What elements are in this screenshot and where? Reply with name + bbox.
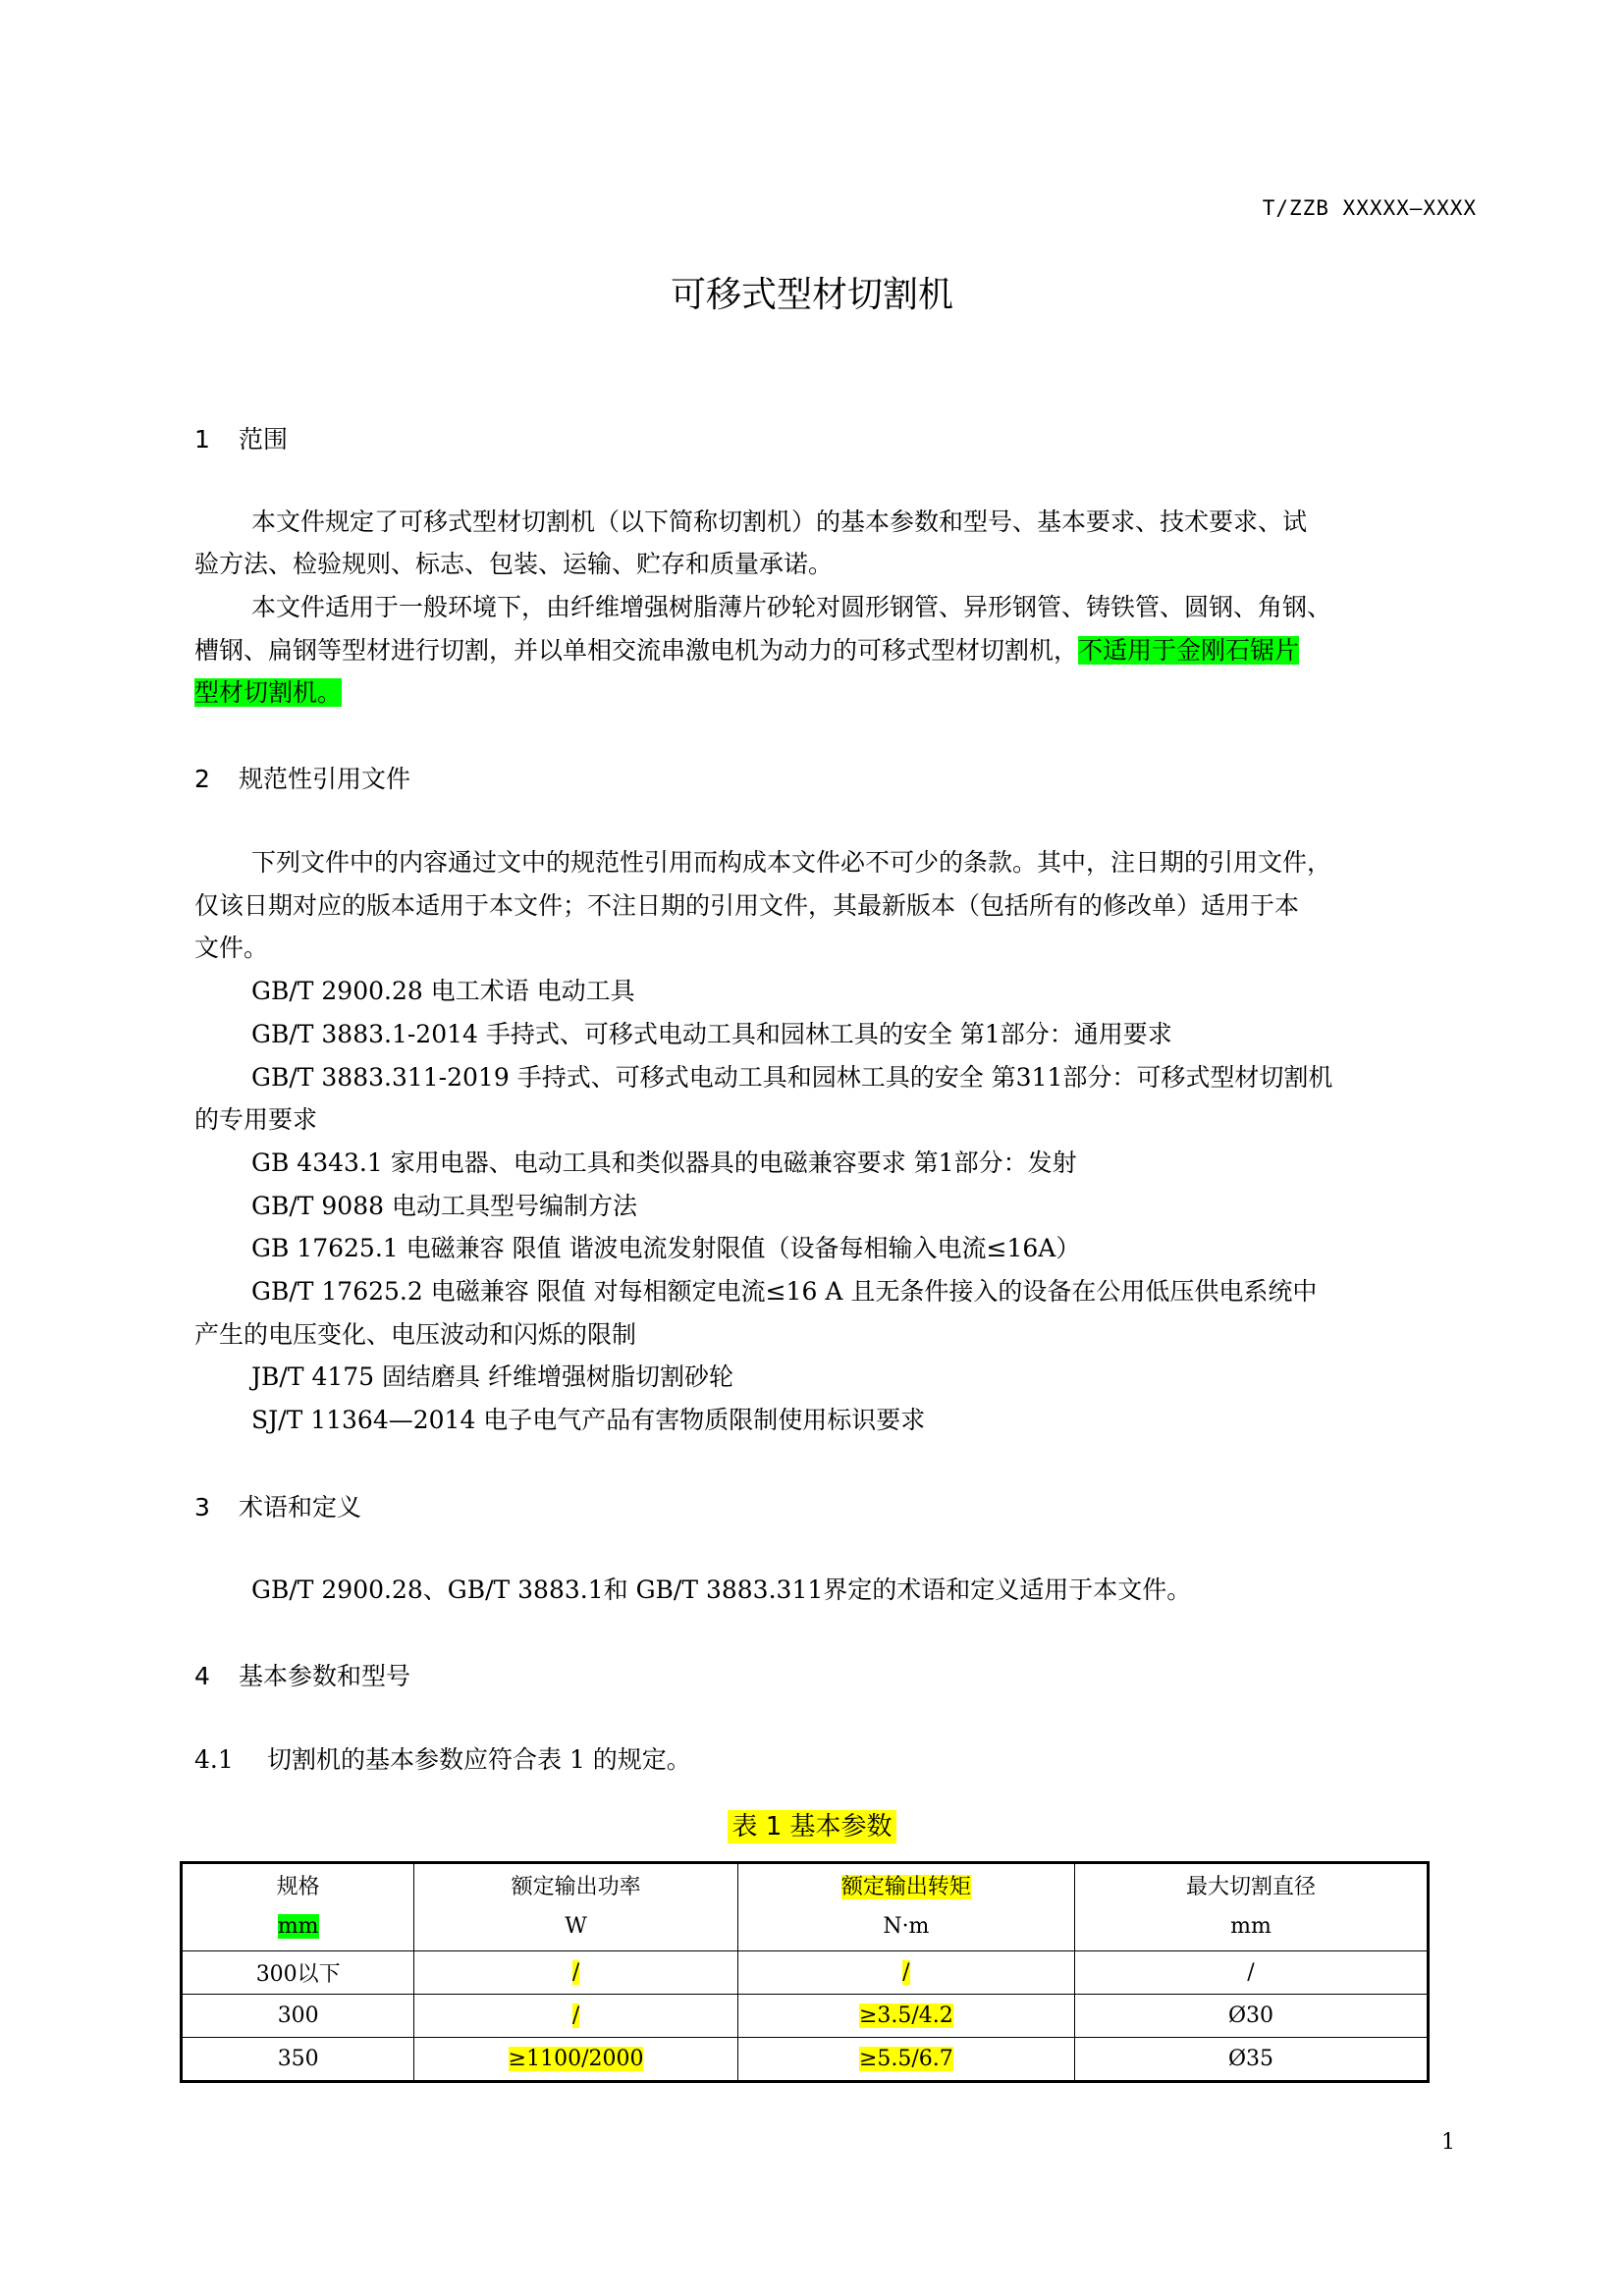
section-number: 4	[194, 1662, 210, 1690]
table-cell	[414, 1995, 737, 2038]
normative-intro-line-1: 下列文件中的内容通过文中的规范性引用而构成本文件必不可少的条款。其中，注日期的引用文件，	[251, 848, 1332, 877]
table-cell-value: ≥1100/2000	[508, 2047, 644, 2071]
header-name: 规格	[276, 1875, 320, 1899]
table-cell: 300以下	[182, 1951, 414, 1995]
header-name: 额定输出转矩	[840, 1875, 971, 1899]
reference-item-continued: 产生的电压变化、电压波动和闪烁的限制	[194, 1320, 637, 1349]
table-cell: /	[1074, 1951, 1428, 1995]
scope-paragraph-2-line-1: 本文件适用于一般环境下，由纤维增强树脂薄片砂轮对圆形钢管、异形钢管、铸铁管、圆钢、角钢、	[251, 593, 1332, 621]
reference-item: JB/T 4175 固结磨具 纤维增强树脂切割砂轮	[251, 1362, 733, 1391]
table-cell	[737, 1995, 1074, 2038]
header-cell-spec	[182, 1863, 414, 1951]
scope-plain-text: 槽钢、扁钢等型材进行切割，并以单相交流串激电机为动力的可移式型材切割机，	[194, 636, 1079, 665]
document-title: 可移式型材切割机	[670, 275, 953, 315]
table-header-row	[182, 1863, 1429, 1951]
table-cell-value: ≥5.5/6.7	[858, 2047, 953, 2071]
table-cell: 350	[182, 2038, 414, 2082]
standard-number: T/ZZB XXXXX—XXXX	[1262, 196, 1477, 220]
reference-item: GB/T 3883.1-2014 手持式、可移式电动工具和园林工具的安全 第1部分：通用要求	[251, 1020, 1172, 1048]
header-cell-torque	[737, 1863, 1074, 1951]
section-2-heading	[194, 760, 410, 795]
basic-parameters-table	[180, 1861, 1430, 2083]
table-caption	[0, 1806, 1624, 1842]
clause-4-1	[194, 1740, 691, 1776]
section-1-heading	[194, 420, 288, 455]
reference-item: GB/T 9088 电动工具型号编制方法	[251, 1192, 637, 1220]
header-unit: mm	[1230, 1914, 1272, 1939]
section-title: 范围	[239, 425, 289, 454]
scope-highlighted-text: 不适用于金刚石锯片	[1078, 636, 1300, 665]
header-unit: W	[565, 1914, 587, 1939]
scope-paragraph-1-line-2: 验方法、检验规则、标志、包装、运输、贮存和质量承诺。	[194, 550, 834, 578]
reference-item: GB/T 2900.28 电工术语 电动工具	[251, 977, 635, 1005]
table-cell-value: /	[571, 2003, 580, 2028]
table-cell	[737, 1951, 1074, 1995]
section-number: 3	[194, 1493, 210, 1522]
header-cell-diameter	[1074, 1863, 1428, 1951]
section-title: 规范性引用文件	[239, 765, 411, 793]
reference-item: GB/T 17625.2 电磁兼容 限值 对每相额定电流≤16 A 且无条件接入的设备在公用低压供电系统中	[251, 1277, 1318, 1306]
scope-paragraph-2-line-2	[194, 631, 1299, 667]
section-number: 1	[194, 425, 210, 454]
header-unit: N·m	[883, 1914, 930, 1939]
reference-item: SJ/T 11364—2014 电子电气产品有害物质限制使用标识要求	[251, 1406, 926, 1434]
table-cell	[414, 2038, 737, 2082]
clause-number: 4.1	[194, 1745, 234, 1774]
reference-item: GB/T 3883.311-2019 手持式、可移式电动工具和园林工具的安全 第311部分：可移式型材切割机	[251, 1063, 1333, 1092]
table-cell-value: /	[571, 1960, 580, 1985]
normative-intro-line-2: 仅该日期对应的版本适用于本文件；不注日期的引用文件，其最新版本（包括所有的修改单）适用于本	[194, 891, 1300, 920]
table-row	[182, 1995, 1429, 2038]
table-cell	[414, 1951, 737, 1995]
table-cell-value: /	[902, 1960, 910, 1985]
section-3-heading	[194, 1488, 361, 1523]
table-row	[182, 1951, 1429, 1995]
section-title: 基本参数和型号	[239, 1662, 411, 1690]
section-4-heading	[194, 1657, 410, 1692]
table-cell-value: ≥3.5/4.2	[858, 2003, 953, 2028]
header-cell-power	[414, 1863, 737, 1951]
table-cell	[737, 2038, 1074, 2082]
scope-highlighted-text-end: 型材切割机。	[194, 678, 343, 707]
page-number: 1	[1441, 2130, 1455, 2155]
table-row	[182, 2038, 1429, 2082]
terms-definitions-text: GB/T 2900.28、GB/T 3883.1和 GB/T 3883.311界定的术语和定义适用于本文件。	[251, 1575, 1192, 1604]
reference-item-continued: 的专用要求	[194, 1105, 318, 1134]
scope-paragraph-2-line-3	[194, 673, 342, 709]
reference-item: GB 4343.1 家用电器、电动工具和类似器具的电磁兼容要求 第1部分：发射	[251, 1148, 1077, 1177]
table-cell: Ø35	[1074, 2038, 1428, 2082]
section-number: 2	[194, 765, 210, 793]
normative-intro-line-3: 文件。	[194, 934, 269, 962]
scope-paragraph-1-line-1: 本文件规定了可移式型材切割机（以下简称切割机）的基本参数和型号、基本要求、技术要求、试	[251, 507, 1308, 536]
header-name: 额定输出功率	[511, 1875, 641, 1899]
header-unit: mm	[277, 1914, 319, 1939]
table-cell: Ø30	[1074, 1995, 1428, 2038]
header-name: 最大切割直径	[1185, 1875, 1316, 1899]
clause-text: 切割机的基本参数应符合表 1 的规定。	[267, 1745, 691, 1774]
table-cell: 300	[182, 1995, 414, 2038]
section-title: 术语和定义	[239, 1493, 362, 1522]
reference-item: GB 17625.1 电磁兼容 限值 谐波电流发射限值（设备每相输入电流≤16A）	[251, 1234, 1081, 1262]
table-caption-text: 表 1 基本参数	[728, 1810, 895, 1843]
